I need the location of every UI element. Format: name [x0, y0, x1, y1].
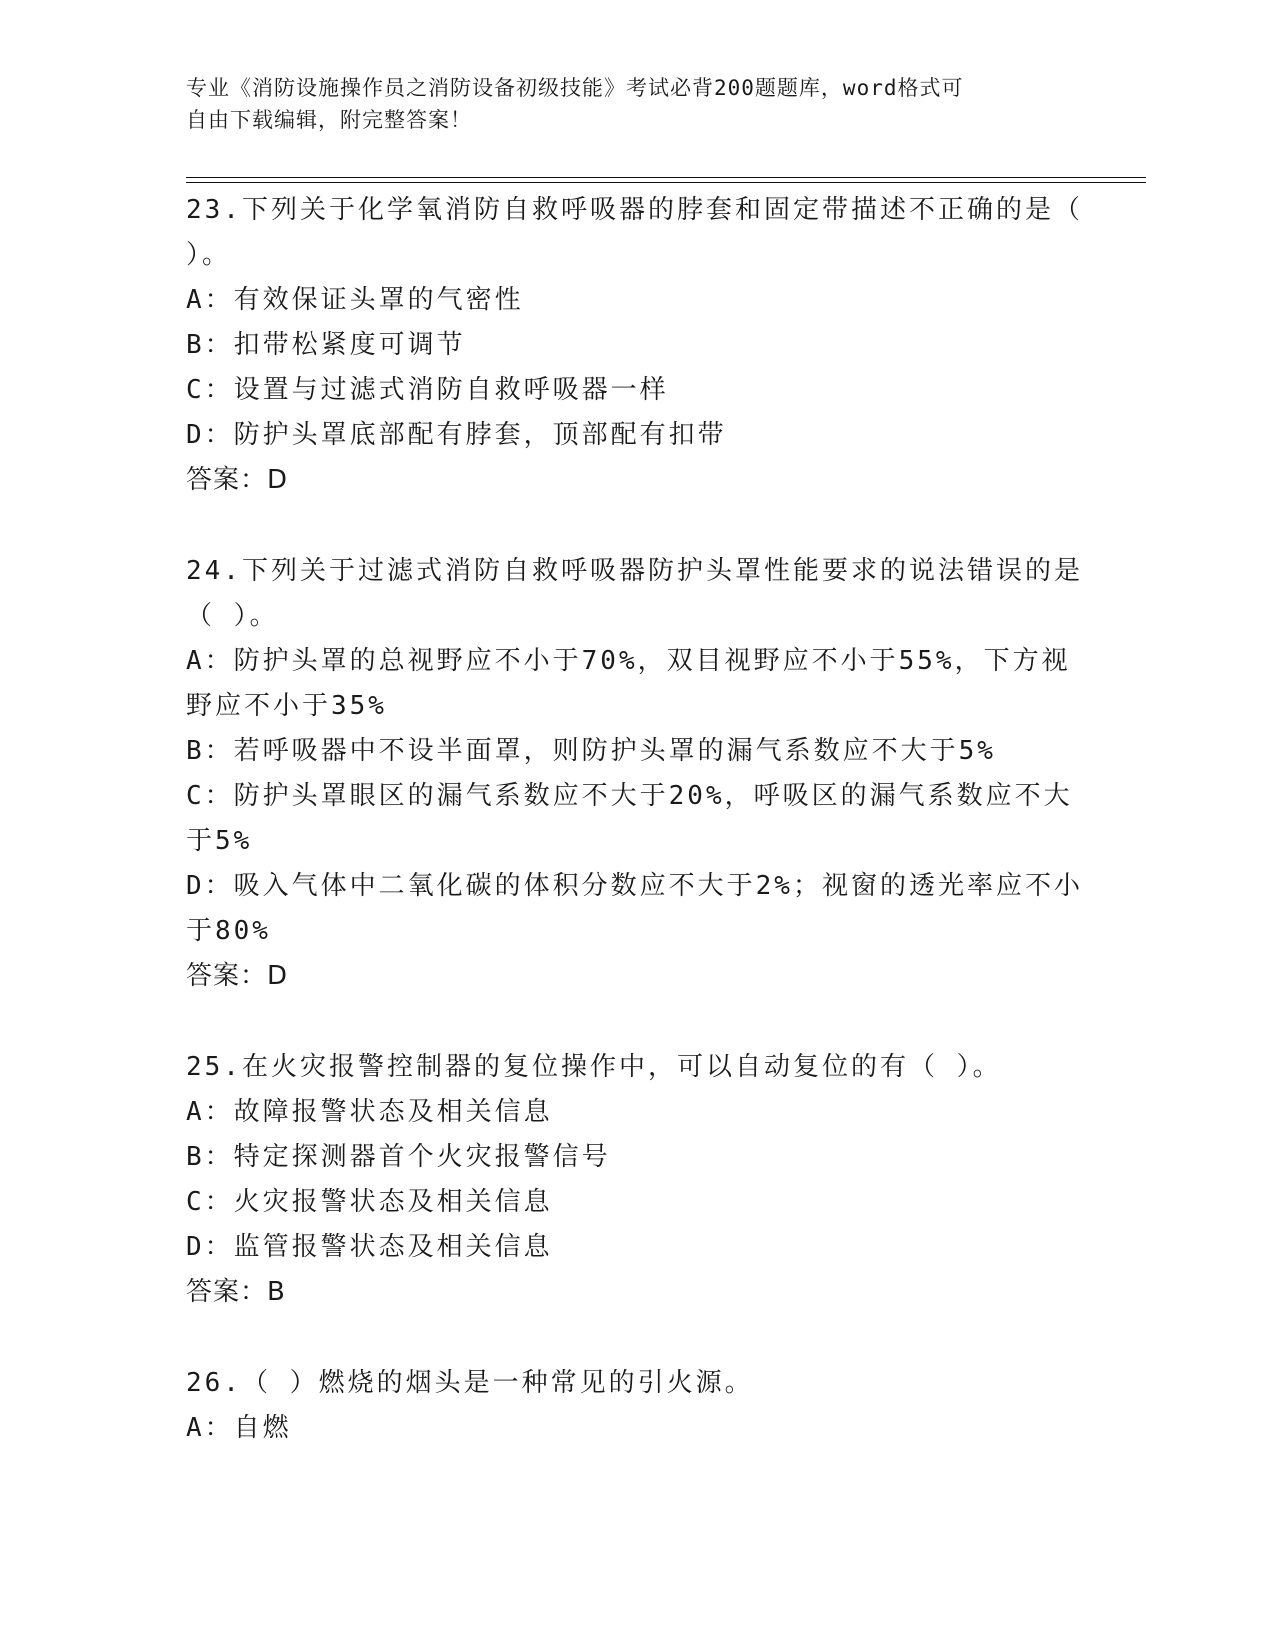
answer-option: B：扣带松紧度可调节 [186, 330, 466, 360]
question-stem: 24.下列关于过滤式消防自救呼吸器防护头罩性能要求的说法错误的是 [186, 556, 1083, 586]
question-stem: 23.下列关于化学氧消防自救呼吸器的脖套和固定带描述不正确的是（ [186, 195, 1083, 225]
question-stem: 25.在火灾报警控制器的复位操作中，可以自动复位的有（ ）。 [186, 1052, 1002, 1082]
answer-key: 答案：B [186, 1277, 286, 1307]
header-divider-bottom [186, 182, 1146, 183]
answer-option: A：自燃 [186, 1413, 292, 1443]
question-block [186, 188, 1086, 503]
answer-option: C：火灾报警状态及相关信息 [186, 1187, 553, 1217]
answer-option: 于80% [186, 916, 271, 946]
question-stem: （ ）。 [186, 601, 279, 631]
answer-key: 答案：D [186, 961, 289, 991]
answer-option: A：故障报警状态及相关信息 [186, 1097, 553, 1127]
answer-option: 野应不小于35% [186, 691, 387, 721]
document-header [186, 72, 1066, 136]
answer-option: A：有效保证头罩的气密性 [186, 285, 524, 315]
answer-option: C：设置与过滤式消防自救呼吸器一样 [186, 375, 669, 405]
answer-option: 于5% [186, 826, 253, 856]
question-list [186, 188, 1086, 1451]
question-stem: 26.（ ）燃烧的烟头是一种常见的引火源。 [186, 1368, 754, 1398]
answer-option: C：防护头罩眼区的漏气系数应不大于20%，呼吸区的漏气系数应不大 [186, 781, 1073, 811]
answer-option: B：若呼吸器中不设半面罩，则防护头罩的漏气系数应不大于5% [186, 736, 996, 766]
answer-key: 答案：D [186, 465, 289, 495]
answer-option: D：防护头罩底部配有脖套，顶部配有扣带 [186, 420, 727, 450]
question-block [186, 549, 1086, 999]
question-stem: ）。 [186, 240, 232, 270]
header-divider-top [186, 177, 1146, 178]
header-line-2: 自由下载编辑，附完整答案！ [186, 108, 472, 132]
question-block [186, 1045, 1086, 1315]
answer-option: B：特定探测器首个火灾报警信号 [186, 1142, 611, 1172]
question-block [186, 1361, 1086, 1451]
answer-option: D：监管报警状态及相关信息 [186, 1232, 553, 1262]
answer-option: A：防护头罩的总视野应不小于70%，双目视野应不小于55%，下方视 [186, 646, 1071, 676]
answer-option: D：吸入气体中二氧化碳的体积分数应不大于2%；视窗的透光率应不小 [186, 871, 1083, 901]
header-line-1: 专业《消防设施操作员之消防设备初级技能》考试必背200题题库，word格式可 [186, 76, 964, 100]
